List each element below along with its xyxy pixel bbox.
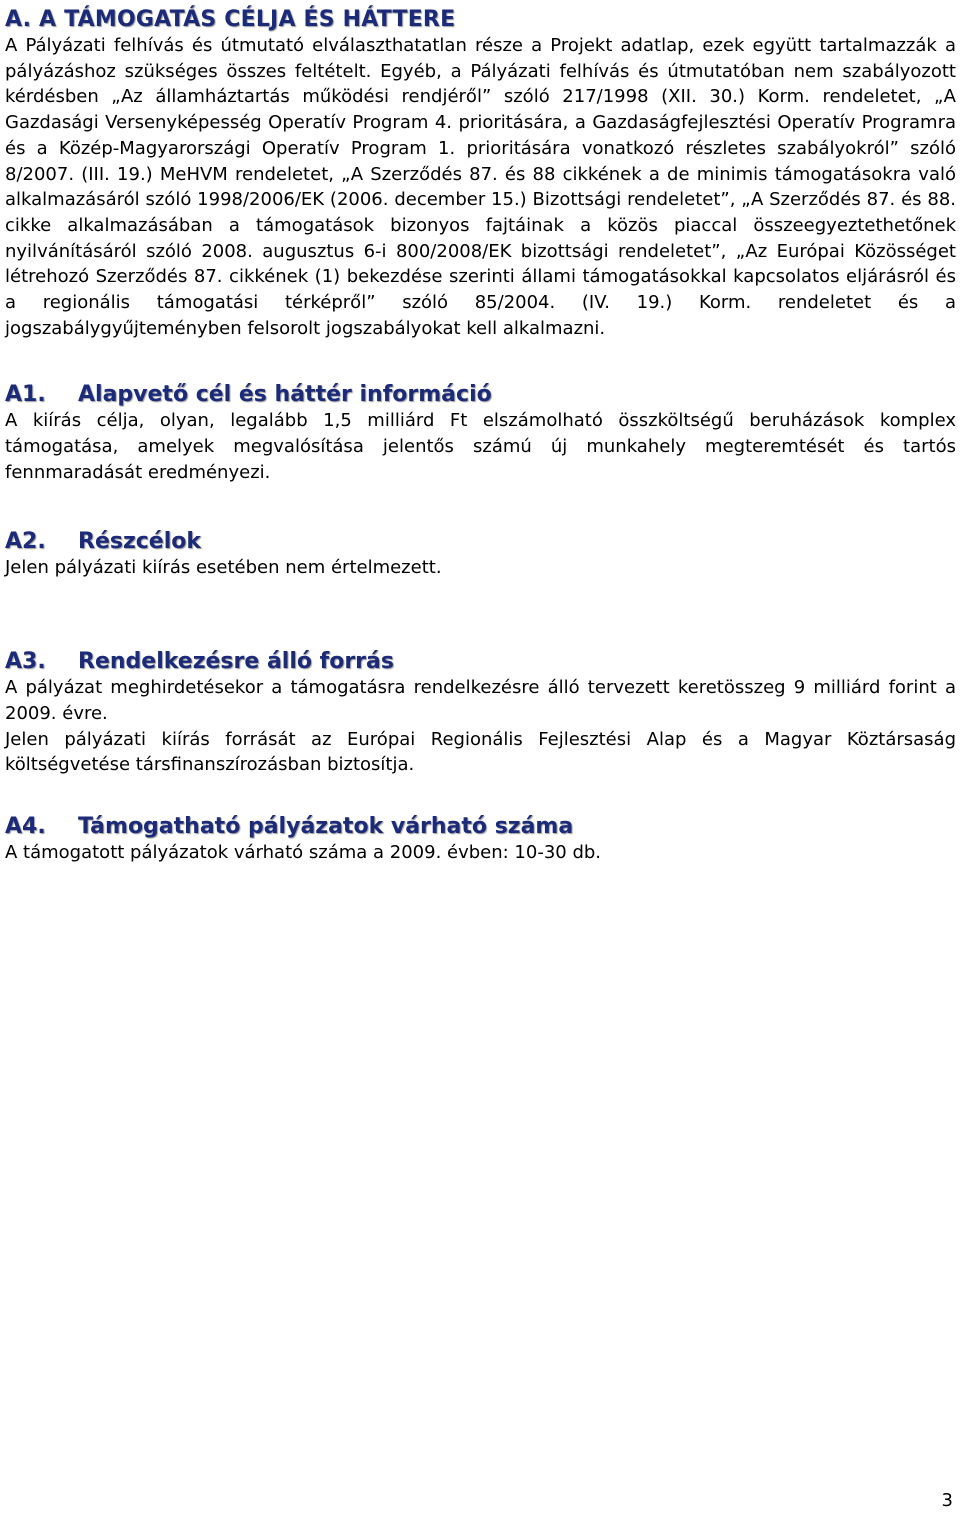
document-title: A. A TÁMOGATÁS CÉLJA ÉS HÁTTERE	[5, 7, 456, 32]
section-heading-a2	[5, 529, 956, 555]
section-number: A4.	[5, 814, 46, 840]
section-title: Támogatható pályázatok várható száma	[78, 814, 574, 840]
section-heading-a3	[5, 649, 956, 675]
document-page	[5, 0, 956, 866]
section-a1-paragraph: A kiírás célja, olyan, legalább 1,5 milliárd Ft elszámolható összköltségű beruházások komplex támogatása, amelyek megvalósítása jelentős számú új munkahely megteremtését és tartós fennmaradását eredményezi.	[5, 410, 956, 483]
section-a3-paragraph-1: A pályázat meghirdetésekor a támogatásra rendelkezésre álló tervezett keretösszeg 9 milliárd forint a 2009. évre.	[5, 677, 956, 724]
section-heading-a4	[5, 814, 956, 840]
section-number: A3.	[5, 649, 46, 675]
section-title: Alapvető cél és háttér információ	[78, 382, 492, 408]
page-number: 3	[941, 1490, 953, 1511]
section-a2-paragraph: Jelen pályázati kiírás esetében nem értelmezett.	[5, 556, 442, 578]
section-title: Rendelkezésre álló forrás	[78, 649, 394, 675]
section-number: A2.	[5, 528, 46, 554]
section-a3-paragraph-2: Jelen pályázati kiírás forrását az Európai Regionális Fejlesztési Alap és a Magyar Köztársaság költségvetése társfinanszírozásban biztosítja.	[5, 728, 956, 776]
section-a4-paragraph: A támogatott pályázatok várható száma a 2009. évben: 10-30 db.	[5, 842, 602, 864]
section-number: A1.	[5, 382, 46, 408]
section-heading-a1	[5, 382, 956, 408]
intro-paragraph: A Pályázati felhívás és útmutató elválaszthatatlan része a Projekt adatlap, ezek együtt tartalmazzák a pályázáshoz szükséges összes feltételt. Egyéb, a Pályázati felhívás és útmutatóban nem szabályozott kérdésben „Az államháztartás működési rendjéről” szóló 217/1998 (XII. 30.) Korm. rendeletet, „A Gazdasági Versenyképesség Operatív Program 4. prioritására, a Gazdaságfejlesztési Operatív Programra és a Közép-Magyarországi Operatív Program 1. prioritására vonatkozó részletes szabályokról” szóló 8/2007. (III. 19.) MeHVM rendeletet, „A Szerződés 87. és 88 cikkének a de minimis támogatásokra való alkalmazásáról szóló 1998/2006/EK (2006. december 15.) Bizottsági rendeletet”, „A Szerződés 87. és 88. cikke alkalmazásában a támogatások bizonyos fajtáinak a közös piaccal összeegyeztethetőnek nyilvánításáról szóló 2008. augusztus 6-i 800/2008/EK bizottsági rendeletet”, „Az Európai Közösséget létrehozó Szerződés 87. cikkének (1) bekezdése szerinti állami támogatásokkal kapcsolatos eljárásról és a regionális támogatási térképről” szóló 85/2004. (IV. 19.) Korm. rendeletet és a jogszabálygyűjteményben felsorolt jogszabályokat kell alkalmazni.	[5, 35, 956, 339]
section-title: Részcélok	[78, 528, 202, 554]
